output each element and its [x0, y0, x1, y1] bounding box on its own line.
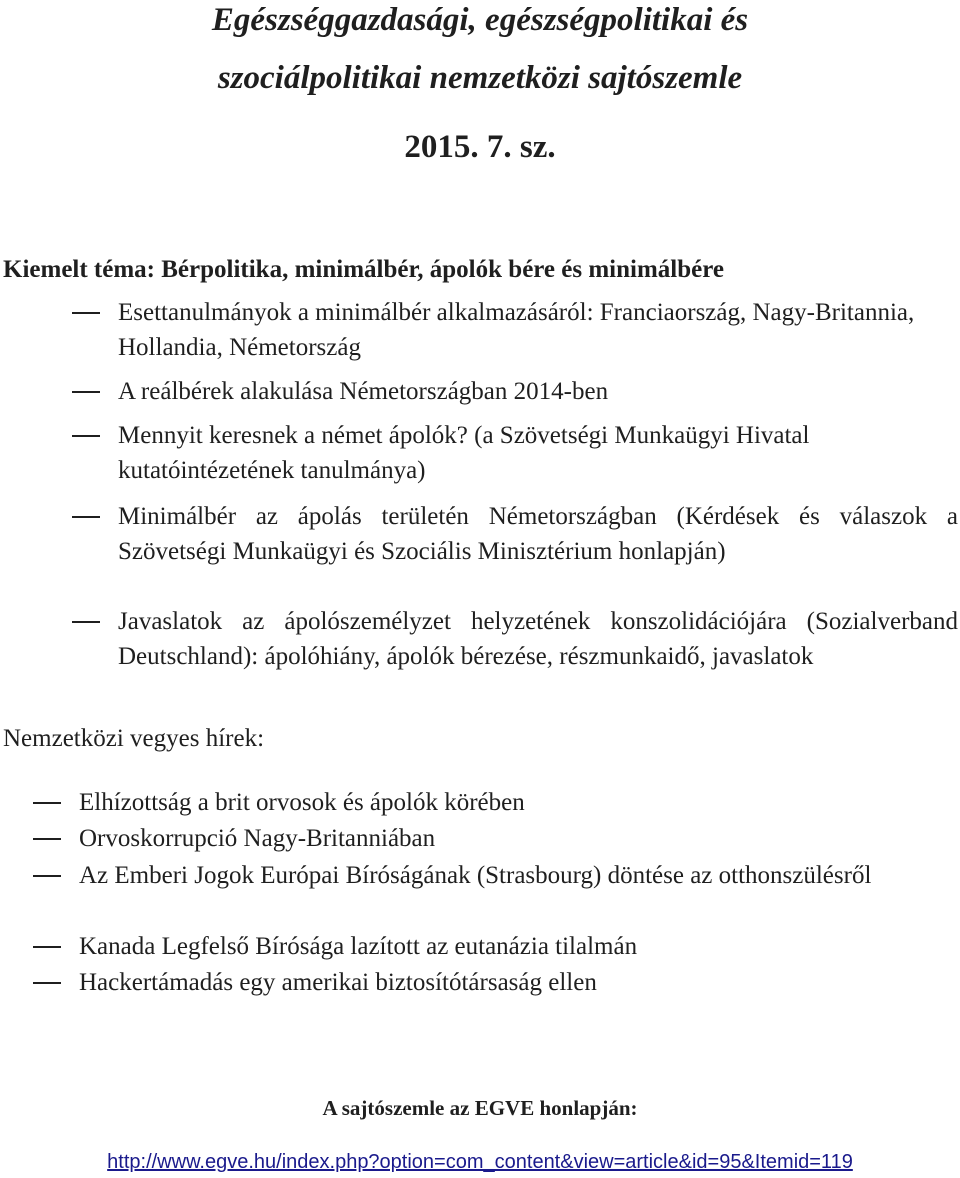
list-item-text: Hackertámadás egy amerikai biztosítótársaság ellen: [79, 969, 597, 996]
list-item: [79, 785, 958, 820]
list-item: [118, 499, 958, 569]
egve-website-link[interactable]: http://www.egve.hu/index.php?option=com_content&view=article&id=95&Itemid=119: [107, 1151, 853, 1173]
list-item-text: Elhízottság a brit orvosok és ápolók körében: [79, 789, 525, 816]
document-title-line-2: szociálpolitikai nemzetközi sajtószemle: [217, 60, 743, 96]
list-item: [118, 295, 958, 365]
list-item: [79, 929, 958, 964]
list-item-text: Esettanulmányok a minimálbér alkalmazásáról: Franciaország, Nagy-Britannia, Hollandia, Németország: [118, 299, 915, 361]
list-item: [79, 965, 958, 1000]
list-item-text: Javaslatok az ápolószemélyzet helyzetének konszolidációjára (Sozialverband Deutschland): ápolóhiány, ápolók bérezése, részmunkaidő, javaslatok: [118, 608, 958, 670]
list-item-text: Mennyit keresnek a német ápolók? (a Szövetségi Munkaügyi Hivatal kutatóintézetének tanulmánya): [118, 422, 810, 484]
list-item-text: Minimálbér az ápolás területén Németországban (Kérdések és válaszok a Szövetségi Munkaügyi és Szociális Minisztérium honlapján): [118, 503, 958, 565]
list-item: [118, 374, 958, 409]
list-item-text: Kanada Legfelső Bírósága lazított az eutanázia tilalmán: [79, 933, 638, 960]
issue-number: 2015. 7. sz.: [404, 129, 556, 165]
document-title-line-1: Egészséggazdasági, egészségpolitikai és: [211, 2, 749, 38]
featured-topic-heading: Kiemelt téma: Bérpolitika, minimálbér, ápolók bére és minimálbére: [3, 256, 724, 283]
list-item: [79, 821, 958, 856]
list-item: [79, 858, 958, 893]
list-item: [118, 418, 958, 488]
international-news-heading: Nemzetközi vegyes hírek:: [3, 725, 265, 752]
list-item: [118, 604, 958, 674]
website-label: A sajtószemle az EGVE honlapján:: [322, 1096, 638, 1120]
list-item-text: Orvoskorrupció Nagy-Britanniában: [79, 825, 436, 852]
list-item-text: A reálbérek alakulása Németországban 2014-ben: [118, 378, 609, 405]
list-item-text: Az Emberi Jogok Európai Bíróságának (Strasbourg) döntése az otthonszülésről: [79, 862, 872, 889]
